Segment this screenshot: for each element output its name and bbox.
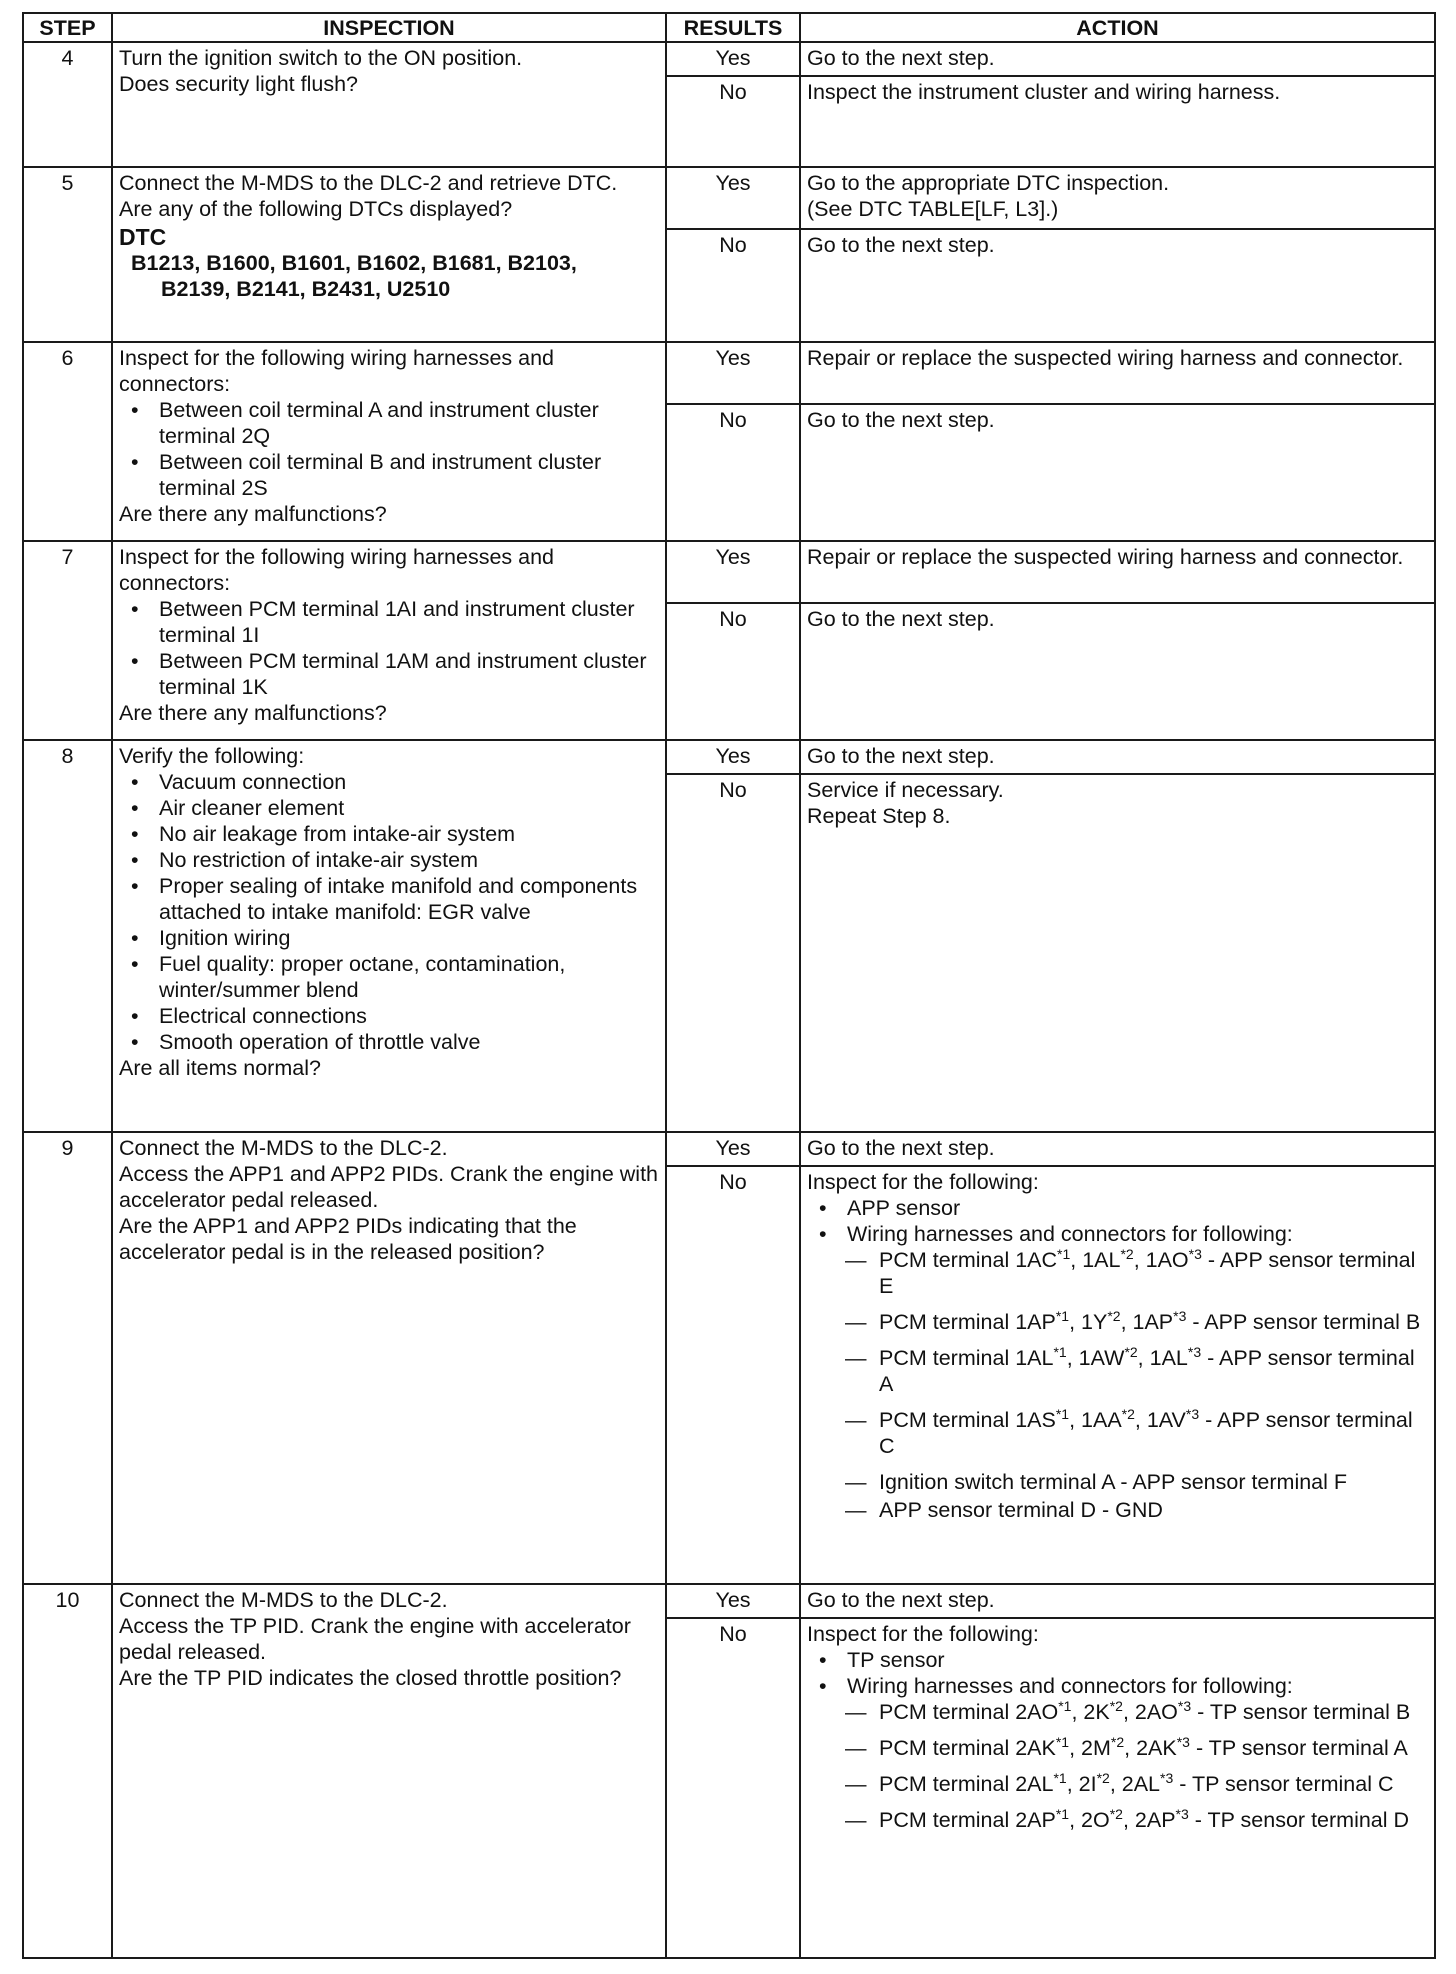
list-item-text: Wiring harnesses and connectors for following:	[847, 1222, 1293, 1246]
action-line: Go to the next step.	[807, 408, 995, 432]
result-no: No	[666, 1618, 800, 1958]
footnote-mark: *3	[1160, 1769, 1174, 1786]
terminal-text: , 2AK	[1124, 1736, 1177, 1760]
dash-item	[807, 1807, 1428, 1833]
list-item: • Proper sealing of intake manifold and components attached to intake manifold: EGR valve	[119, 873, 659, 925]
step-number: 10	[23, 1584, 112, 1958]
terminal-text: , 2AP	[1122, 1808, 1176, 1832]
inspection-line: Turn the ignition switch to the ON position.	[119, 46, 523, 70]
result-no: No	[666, 1166, 800, 1584]
inspection-question: Are the TP PID indicates the closed throttle position?	[119, 1666, 622, 1690]
action-line: (See DTC TABLE[LF, L3].)	[807, 197, 1059, 221]
table-row-step-9	[23, 1132, 1435, 1166]
inspection-question: Are any of the following DTCs displayed?	[119, 197, 513, 221]
result-yes: Yes	[666, 167, 800, 229]
footnote-mark: *3	[1187, 1343, 1202, 1360]
footnote-mark: *1	[1055, 1805, 1070, 1822]
dash-item	[807, 1699, 1428, 1725]
footnote-mark: *3	[1185, 1405, 1200, 1422]
list-item: • Electrical connections	[119, 1003, 659, 1029]
action-line: Go to the next step.	[807, 46, 995, 70]
action-line: Repeat Step 8.	[807, 804, 951, 828]
action-yes	[800, 1132, 1435, 1166]
dash-item	[807, 1469, 1428, 1495]
inspection-question: Are the APP1 and APP2 PIDs indicating that the accelerator pedal is in the released position?	[119, 1214, 577, 1264]
dash-item	[807, 1309, 1428, 1335]
table-row-step-7	[23, 541, 1435, 603]
footnote-mark: *2	[1109, 1697, 1123, 1714]
terminal-text: , 1AV	[1134, 1408, 1186, 1432]
footnote-mark: *2	[1124, 1343, 1138, 1360]
footnote-mark: *1	[1055, 1307, 1070, 1324]
header-inspection: INSPECTION	[112, 13, 666, 42]
terminal-text: - APP sensor terminal B	[1186, 1310, 1421, 1334]
terminal-text: , 1Y	[1069, 1310, 1108, 1334]
dtc-heading: DTC	[119, 224, 167, 250]
inspection-cell	[112, 342, 666, 541]
footnote-mark: *2	[1121, 1405, 1135, 1422]
footnote-mark: *1	[1058, 1697, 1072, 1714]
terminal-text: - TP sensor terminal A	[1189, 1736, 1408, 1760]
list-item: • Smooth operation of throttle valve	[119, 1029, 659, 1055]
action-dash-list	[807, 1699, 1428, 1833]
terminal-text: , 1AW	[1066, 1346, 1125, 1370]
list-item: • Air cleaner element	[119, 795, 659, 821]
footnote-mark: *3	[1188, 1245, 1202, 1262]
result-no: No	[666, 229, 800, 342]
terminal-text: PCM terminal 1AS	[879, 1408, 1056, 1432]
terminal-text: PCM terminal 2AK	[879, 1736, 1056, 1760]
step-number: 8	[23, 740, 112, 1132]
header-action: ACTION	[800, 13, 1435, 42]
action-line: Go to the next step.	[807, 607, 995, 631]
action-bullet-list	[807, 1195, 1428, 1247]
step-number: 4	[23, 42, 112, 167]
terminal-text: , 1AA	[1069, 1408, 1122, 1432]
step-number: 9	[23, 1132, 112, 1584]
list-item: • Ignition wiring	[119, 925, 659, 951]
inspection-question: Are there any malfunctions?	[119, 502, 387, 526]
list-item: • TP sensor	[807, 1647, 1428, 1673]
inspection-line: Access the TP PID. Crank the engine with accelerator pedal released.	[119, 1614, 631, 1664]
terminal-text: , 2I	[1066, 1772, 1097, 1796]
action-bullet-list	[807, 1647, 1428, 1699]
terminal-text: , 2K	[1071, 1700, 1110, 1724]
inspection-question: Are there any malfunctions?	[119, 701, 387, 725]
table-row-step-8	[23, 740, 1435, 774]
action-no	[800, 229, 1435, 342]
list-item	[807, 1673, 1428, 1699]
dash-item	[807, 1771, 1428, 1797]
footnote-mark: *2	[1107, 1307, 1121, 1324]
terminal-text: Ignition switch terminal A - APP sensor terminal F	[879, 1470, 1348, 1494]
result-yes: Yes	[666, 1132, 800, 1166]
inspection-line: Connect the M-MDS to the DLC-2.	[119, 1588, 448, 1612]
action-line: Go to the next step.	[807, 233, 995, 257]
list-item: • No air leakage from intake-air system	[119, 821, 659, 847]
list-item: • Fuel quality: proper octane, contamination, winter/summer blend	[119, 951, 659, 1003]
terminal-text: , 1AL	[1070, 1248, 1121, 1272]
inspection-bullet-list	[119, 596, 659, 700]
result-yes: Yes	[666, 42, 800, 76]
inspection-question: Are all items normal?	[119, 1056, 321, 1080]
dtc-codes-line: B2139, B2141, B2431, U2510	[161, 277, 451, 301]
action-yes	[800, 42, 1435, 76]
result-no: No	[666, 76, 800, 167]
terminal-text: , 2O	[1069, 1808, 1110, 1832]
terminal-text: , 1AP	[1120, 1310, 1174, 1334]
inspection-cell	[112, 167, 666, 342]
header-results: RESULTS	[666, 13, 800, 42]
inspection-bullet-list	[119, 769, 659, 1055]
diagnostic-procedure-table	[22, 12, 1436, 1959]
action-line: Go to the next step.	[807, 1588, 995, 1612]
list-item	[807, 1221, 1428, 1247]
terminal-text: , 2AL	[1109, 1772, 1161, 1796]
terminal-text: , 1AL	[1137, 1346, 1188, 1370]
footnote-mark: *3	[1176, 1733, 1190, 1750]
result-yes: Yes	[666, 541, 800, 603]
action-line: Inspect for the following:	[807, 1170, 1039, 1194]
action-no	[800, 404, 1435, 541]
footnote-mark: *2	[1109, 1805, 1123, 1822]
action-line: Repair or replace the suspected wiring harness and connector.	[807, 346, 1404, 370]
footnote-mark: *3	[1175, 1805, 1189, 1822]
header-step: STEP	[23, 13, 112, 42]
action-yes	[800, 342, 1435, 404]
step-number: 5	[23, 167, 112, 342]
footnote-mark: *1	[1053, 1769, 1067, 1786]
inspection-line: Connect the M-MDS to the DLC-2 and retrieve DTC.	[119, 171, 618, 195]
list-item-text: Wiring harnesses and connectors for following:	[847, 1674, 1293, 1698]
footnote-mark: *1	[1053, 1343, 1067, 1360]
list-item: • Between PCM terminal 1AI and instrument cluster terminal 1I	[119, 596, 659, 648]
footnote-mark: *3	[1177, 1697, 1192, 1714]
action-no	[800, 1618, 1435, 1958]
step-number: 6	[23, 342, 112, 541]
dash-item	[807, 1345, 1428, 1397]
footnote-mark: *1	[1057, 1245, 1071, 1262]
result-no: No	[666, 603, 800, 740]
terminal-text: , 2AO	[1122, 1700, 1178, 1724]
action-line: Go to the next step.	[807, 1136, 995, 1160]
result-yes: Yes	[666, 740, 800, 774]
action-line: Service if necessary.	[807, 778, 1004, 802]
result-yes: Yes	[666, 1584, 800, 1618]
action-no	[800, 603, 1435, 740]
action-yes	[800, 541, 1435, 603]
inspection-cell	[112, 1132, 666, 1584]
table-row-step-4	[23, 42, 1435, 76]
inspection-cell	[112, 541, 666, 740]
result-no: No	[666, 774, 800, 1132]
footnote-mark: *2	[1110, 1733, 1125, 1750]
terminal-text: PCM terminal 2AL	[879, 1772, 1054, 1796]
inspection-line: Connect the M-MDS to the DLC-2.	[119, 1136, 448, 1160]
terminal-text: PCM terminal 2AP	[879, 1808, 1056, 1832]
terminal-text: - TP sensor terminal D	[1188, 1808, 1410, 1832]
result-no: No	[666, 404, 800, 541]
terminal-text: - TP sensor terminal B	[1191, 1700, 1411, 1724]
action-line: Go to the next step.	[807, 744, 995, 768]
footnote-mark: *3	[1173, 1307, 1187, 1324]
action-yes	[800, 1584, 1435, 1618]
list-item: • Vacuum connection	[119, 769, 659, 795]
action-line: Inspect the instrument cluster and wiring harness.	[807, 80, 1281, 104]
inspection-cell	[112, 1584, 666, 1958]
inspection-question: Does security light flush?	[119, 72, 358, 96]
list-item: • APP sensor	[807, 1195, 1428, 1221]
list-item: • No restriction of intake-air system	[119, 847, 659, 873]
footnote-mark: *1	[1055, 1405, 1070, 1422]
terminal-text: PCM terminal 1AC	[879, 1248, 1058, 1272]
action-line: Repair or replace the suspected wiring harness and connector.	[807, 545, 1404, 569]
action-yes	[800, 740, 1435, 774]
step-number: 7	[23, 541, 112, 740]
action-no	[800, 774, 1435, 1132]
inspection-cell	[112, 740, 666, 1132]
list-item: • Between coil terminal A and instrument cluster terminal 2Q	[119, 397, 659, 449]
inspection-bullet-list	[119, 397, 659, 501]
terminal-text: - APP sensor terminal E	[879, 1248, 1416, 1298]
footnote-mark: *1	[1055, 1733, 1070, 1750]
inspection-line: Inspect for the following wiring harnesses and connectors:	[119, 346, 555, 396]
table-row-step-5	[23, 167, 1435, 229]
dash-item	[807, 1497, 1428, 1523]
table-row-step-10	[23, 1584, 1435, 1618]
terminal-text: , 2M	[1069, 1736, 1111, 1760]
table-header-row	[23, 13, 1435, 42]
dash-item	[807, 1247, 1428, 1299]
terminal-text: - TP sensor terminal C	[1173, 1772, 1394, 1796]
dash-item	[807, 1735, 1428, 1761]
footnote-mark: *2	[1120, 1245, 1134, 1262]
list-item: • Between coil terminal B and instrument cluster terminal 2S	[119, 449, 659, 501]
action-line: Inspect for the following:	[807, 1622, 1039, 1646]
terminal-text: PCM terminal 2AO	[879, 1700, 1059, 1724]
action-no	[800, 76, 1435, 167]
action-dash-list	[807, 1247, 1428, 1523]
table-row-step-6	[23, 342, 1435, 404]
terminal-text: APP sensor terminal D - GND	[879, 1498, 1163, 1522]
terminal-text: , 1AO	[1133, 1248, 1189, 1272]
terminal-text: - APP sensor terminal C	[879, 1408, 1413, 1458]
inspection-cell	[112, 42, 666, 167]
dtc-code-list	[119, 250, 659, 302]
dash-item	[807, 1407, 1428, 1459]
inspection-line: Verify the following:	[119, 744, 305, 768]
inspection-line: Inspect for the following wiring harnesses and connectors:	[119, 545, 555, 595]
terminal-text: PCM terminal 1AP	[879, 1310, 1056, 1334]
action-no	[800, 1166, 1435, 1584]
action-line: Go to the appropriate DTC inspection.	[807, 171, 1170, 195]
dtc-codes-line: B1213, B1600, B1601, B1602, B1681, B2103,	[131, 251, 577, 275]
inspection-line: Access the APP1 and APP2 PIDs. Crank the engine with accelerator pedal released.	[119, 1162, 659, 1212]
action-yes	[800, 167, 1435, 229]
terminal-text: - APP sensor terminal A	[879, 1346, 1415, 1396]
list-item: • Between PCM terminal 1AM and instrument cluster terminal 1K	[119, 648, 659, 700]
terminal-text: PCM terminal 1AL	[879, 1346, 1054, 1370]
footnote-mark: *2	[1096, 1769, 1110, 1786]
result-yes: Yes	[666, 342, 800, 404]
